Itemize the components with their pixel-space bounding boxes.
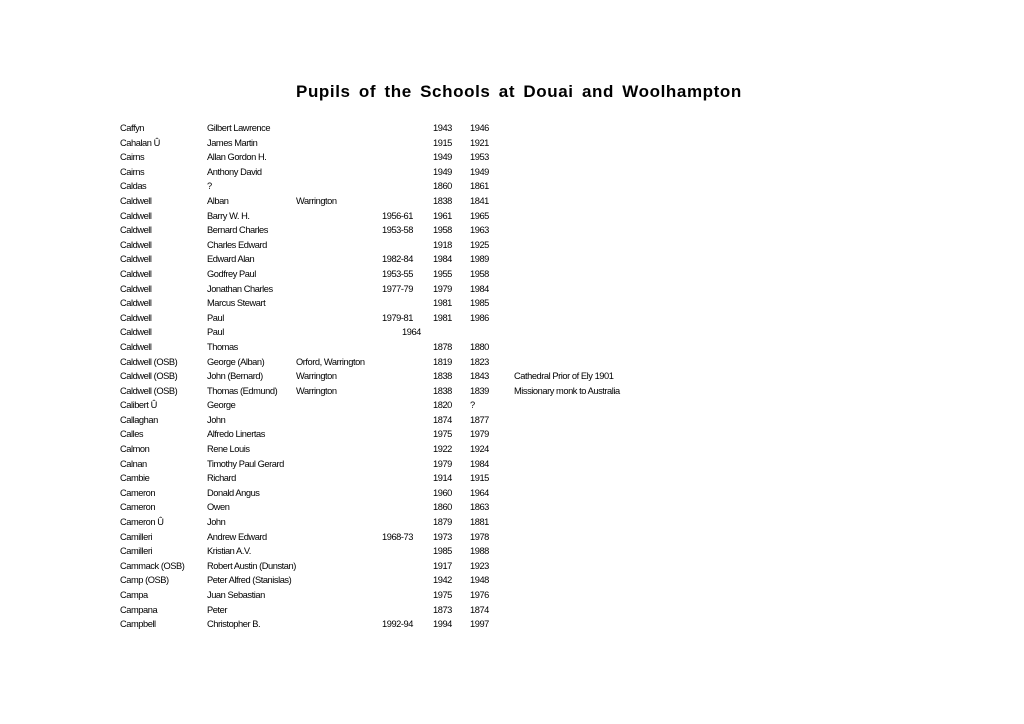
- leave-year-cell: 1963: [470, 225, 489, 236]
- entry-year-cell: 1819: [433, 356, 452, 367]
- surname-cell: Caffyn: [120, 123, 145, 133]
- entry-year-cell: 1860: [433, 502, 452, 513]
- leave-year-cell: 1924: [470, 444, 489, 455]
- forenames-cell: Marcus Stewart: [207, 298, 266, 309]
- entry-year-cell: 1879: [433, 517, 452, 528]
- surname-cell: Campbell: [120, 619, 156, 630]
- forenames-cell: John: [207, 517, 226, 528]
- forenames-cell: Paul: [207, 312, 224, 323]
- table-row: [0, 545, 1024, 560]
- leave-year-cell: 1915: [470, 473, 489, 484]
- forenames-cell: Juan Sebastian: [207, 590, 265, 600]
- table-row: [0, 443, 1024, 458]
- surname-cell: Cairns: [120, 166, 145, 177]
- table-row: [0, 195, 1024, 210]
- prep-years-cell: 1953-58: [382, 225, 413, 236]
- place-cell: Orford, Warrington: [296, 356, 365, 367]
- surname-cell: Cameron: [120, 487, 156, 498]
- entry-year-cell: 1979: [433, 458, 452, 469]
- table-row: [0, 122, 1024, 137]
- forenames-cell: Peter Alfred (Stanislas): [207, 575, 292, 586]
- table-row: [0, 501, 1024, 516]
- leave-year-cell: 1925: [470, 239, 489, 250]
- forenames-cell: ?: [207, 181, 212, 192]
- forenames-cell: Christopher B.: [207, 619, 261, 630]
- forenames-cell: Peter: [207, 604, 227, 615]
- surname-cell: Caldwell: [120, 283, 152, 294]
- prep-years-cell: 1982-84: [382, 254, 413, 265]
- table-row: [0, 166, 1024, 181]
- forenames-cell: Rene Louis: [207, 444, 250, 455]
- surname-cell: Caldwell: [120, 239, 152, 250]
- leave-year-cell: 1949: [470, 166, 489, 177]
- entry-year-cell: 1874: [433, 414, 452, 425]
- forenames-cell: George (Alban): [207, 356, 265, 367]
- entry-year-cell: 1860: [433, 181, 452, 192]
- entry-year-cell: 1981: [433, 312, 452, 323]
- forenames-cell: Allan Gordon H.: [207, 152, 267, 163]
- leave-year-cell: 1976: [470, 590, 489, 600]
- year-cell: 1964: [402, 327, 421, 338]
- table-row: [0, 312, 1024, 327]
- table-row: [0, 297, 1024, 312]
- entry-year-cell: 1960: [433, 487, 452, 498]
- entry-year-cell: 1958: [433, 225, 452, 236]
- leave-year-cell: 1986: [470, 312, 489, 323]
- forenames-cell: Godfrey Paul: [207, 268, 256, 279]
- place-cell: Warrington: [296, 385, 337, 396]
- surname-cell: Camp (OSB): [120, 575, 169, 586]
- forenames-cell: Bernard Charles: [207, 225, 268, 236]
- notes-cell: Missionary monk to Australia: [514, 385, 620, 396]
- surname-cell: Cambie: [120, 473, 150, 484]
- leave-year-cell: 1921: [470, 137, 489, 148]
- entry-year-cell: 1973: [433, 531, 452, 542]
- table-row: [0, 356, 1024, 371]
- leave-year-cell: 1861: [470, 181, 489, 192]
- entry-year-cell: 1994: [433, 619, 452, 630]
- surname-cell: Calibert Û: [120, 400, 157, 411]
- surname-cell: Caldwell: [120, 312, 152, 323]
- forenames-cell: Kristian A.V.: [207, 546, 251, 557]
- forenames-cell: Robert Austin (Dunstan): [207, 560, 296, 571]
- pupil-list: [0, 122, 1024, 633]
- surname-cell: Cameron Û: [120, 517, 164, 528]
- prep-years-cell: 1968-73: [382, 531, 413, 542]
- surname-cell: Caldas: [120, 181, 147, 192]
- entry-year-cell: 1975: [433, 429, 452, 440]
- forenames-cell: John (Bernard): [207, 371, 263, 382]
- leave-year-cell: 1881: [470, 517, 489, 528]
- surname-cell: Caldwell: [120, 298, 152, 309]
- prep-years-cell: 1992-94: [382, 619, 413, 630]
- leave-year-cell: 1964: [470, 487, 489, 498]
- leave-year-cell: 1839: [470, 385, 489, 396]
- entry-year-cell: 1981: [433, 298, 452, 309]
- surname-cell: Caldwell: [120, 268, 152, 279]
- entry-year-cell: 1985: [433, 546, 452, 557]
- forenames-cell: Anthony David: [207, 166, 262, 177]
- table-row: [0, 487, 1024, 502]
- table-row: [0, 151, 1024, 166]
- forenames-cell: Richard: [207, 473, 236, 484]
- place-cell: Warrington: [296, 371, 337, 382]
- leave-year-cell: 1997: [470, 619, 489, 630]
- forenames-cell: Alfredo Linertas: [207, 429, 265, 440]
- table-row: [0, 341, 1024, 356]
- surname-cell: Caldwell: [120, 327, 152, 338]
- entry-year-cell: 1878: [433, 341, 452, 352]
- surname-cell: Camilleri: [120, 546, 153, 557]
- entry-year-cell: 1838: [433, 385, 452, 396]
- forenames-cell: Barry W. H.: [207, 210, 250, 221]
- table-row: [0, 180, 1024, 195]
- table-row: [0, 472, 1024, 487]
- forenames-cell: Gilbert Lawrence: [207, 123, 271, 133]
- forenames-cell: Timothy Paul Gerard: [207, 458, 284, 469]
- leave-year-cell: 1989: [470, 254, 489, 265]
- table-row: [0, 516, 1024, 531]
- surname-cell: Caldwell (OSB): [120, 356, 178, 367]
- entry-year-cell: 1820: [433, 400, 452, 411]
- forenames-cell: Jonathan Charles: [207, 283, 273, 294]
- leave-year-cell: 1948: [470, 575, 489, 586]
- table-row: [0, 268, 1024, 283]
- entry-year-cell: 1922: [433, 444, 452, 455]
- leave-year-cell: 1874: [470, 604, 489, 615]
- surname-cell: Cahalan Û: [120, 137, 160, 148]
- leave-year-cell: 1984: [470, 283, 489, 294]
- forenames-cell: Charles Edward: [207, 239, 267, 250]
- table-row: [0, 560, 1024, 575]
- surname-cell: Caldwell: [120, 195, 152, 206]
- table-row: [0, 531, 1024, 546]
- entry-year-cell: 1918: [433, 239, 452, 250]
- leave-year-cell: 1965: [470, 210, 489, 221]
- entry-year-cell: 1975: [433, 590, 452, 600]
- forenames-cell: Donald Angus: [207, 487, 260, 498]
- surname-cell: Caldwell (OSB): [120, 371, 178, 382]
- leave-year-cell: 1877: [470, 414, 489, 425]
- entry-year-cell: 1838: [433, 195, 452, 206]
- forenames-cell: Andrew Edward: [207, 531, 267, 542]
- surname-cell: Caldwell: [120, 210, 152, 221]
- leave-year-cell: 1953: [470, 152, 489, 163]
- surname-cell: Cairns: [120, 152, 145, 163]
- surname-cell: Camilleri: [120, 531, 153, 542]
- table-row: [0, 574, 1024, 589]
- entry-year-cell: 1979: [433, 283, 452, 294]
- leave-year-cell: ?: [470, 400, 475, 411]
- surname-cell: Cammack (OSB): [120, 560, 185, 571]
- entry-year-cell: 1949: [433, 152, 452, 163]
- table-row: [0, 283, 1024, 298]
- forenames-cell: Edward Alan: [207, 254, 255, 265]
- leave-year-cell: 1988: [470, 546, 489, 557]
- leave-year-cell: 1946: [470, 123, 489, 133]
- notes-cell: Cathedral Prior of Ely 1901: [514, 371, 614, 382]
- table-row: [0, 604, 1024, 619]
- entry-year-cell: 1942: [433, 575, 452, 586]
- forenames-cell: Paul: [207, 327, 224, 338]
- entry-year-cell: 1955: [433, 268, 452, 279]
- entry-year-cell: 1961: [433, 210, 452, 221]
- page-title: Pupils of the Schools at Douai and Woolhampton: [296, 82, 742, 101]
- surname-cell: Campana: [120, 604, 158, 615]
- table-row: [0, 137, 1024, 152]
- entry-year-cell: 1949: [433, 166, 452, 177]
- leave-year-cell: 1979: [470, 429, 489, 440]
- table-row: [0, 399, 1024, 414]
- table-row: [0, 414, 1024, 429]
- surname-cell: Cameron: [120, 502, 156, 513]
- table-row: [0, 326, 1024, 341]
- surname-cell: Caldwell (OSB): [120, 385, 178, 396]
- surname-cell: Callaghan: [120, 414, 158, 425]
- entry-year-cell: 1914: [433, 473, 452, 484]
- table-row: [0, 385, 1024, 400]
- surname-cell: Calles: [120, 429, 144, 440]
- table-row: [0, 253, 1024, 268]
- leave-year-cell: 1841: [470, 195, 489, 206]
- leave-year-cell: 1958: [470, 268, 489, 279]
- table-row: [0, 210, 1024, 225]
- place-cell: Warrington: [296, 195, 337, 206]
- prep-years-cell: 1956-61: [382, 210, 413, 221]
- prep-years-cell: 1953-55: [382, 268, 413, 279]
- table-row: [0, 428, 1024, 443]
- entry-year-cell: 1873: [433, 604, 452, 615]
- table-row: [0, 370, 1024, 385]
- entry-year-cell: 1984: [433, 254, 452, 265]
- forenames-cell: Thomas: [207, 341, 238, 352]
- leave-year-cell: 1823: [470, 356, 489, 367]
- surname-cell: Caldwell: [120, 341, 152, 352]
- surname-cell: Campa: [120, 590, 148, 600]
- surname-cell: Calnan: [120, 458, 147, 469]
- leave-year-cell: 1843: [470, 371, 489, 382]
- table-row: [0, 224, 1024, 239]
- leave-year-cell: 1863: [470, 502, 489, 513]
- surname-cell: Caldwell: [120, 225, 152, 236]
- surname-cell: Calmon: [120, 444, 150, 455]
- leave-year-cell: 1923: [470, 560, 489, 571]
- leave-year-cell: 1985: [470, 298, 489, 309]
- forenames-cell: Owen: [207, 502, 230, 513]
- table-row: [0, 239, 1024, 254]
- entry-year-cell: 1943: [433, 123, 452, 133]
- table-row: [0, 458, 1024, 473]
- forenames-cell: George: [207, 400, 236, 411]
- forenames-cell: James Martin: [207, 137, 258, 148]
- leave-year-cell: 1984: [470, 458, 489, 469]
- leave-year-cell: 1880: [470, 341, 489, 352]
- entry-year-cell: 1917: [433, 560, 452, 571]
- prep-years-cell: 1979-81: [382, 312, 413, 323]
- entry-year-cell: 1915: [433, 137, 452, 148]
- table-row: [0, 618, 1024, 633]
- forenames-cell: Alban: [207, 195, 229, 206]
- table-row: [0, 589, 1024, 604]
- forenames-cell: John: [207, 414, 226, 425]
- prep-years-cell: 1977-79: [382, 283, 413, 294]
- forenames-cell: Thomas (Edmund): [207, 385, 278, 396]
- surname-cell: Caldwell: [120, 254, 152, 265]
- leave-year-cell: 1978: [470, 531, 489, 542]
- entry-year-cell: 1838: [433, 371, 452, 382]
